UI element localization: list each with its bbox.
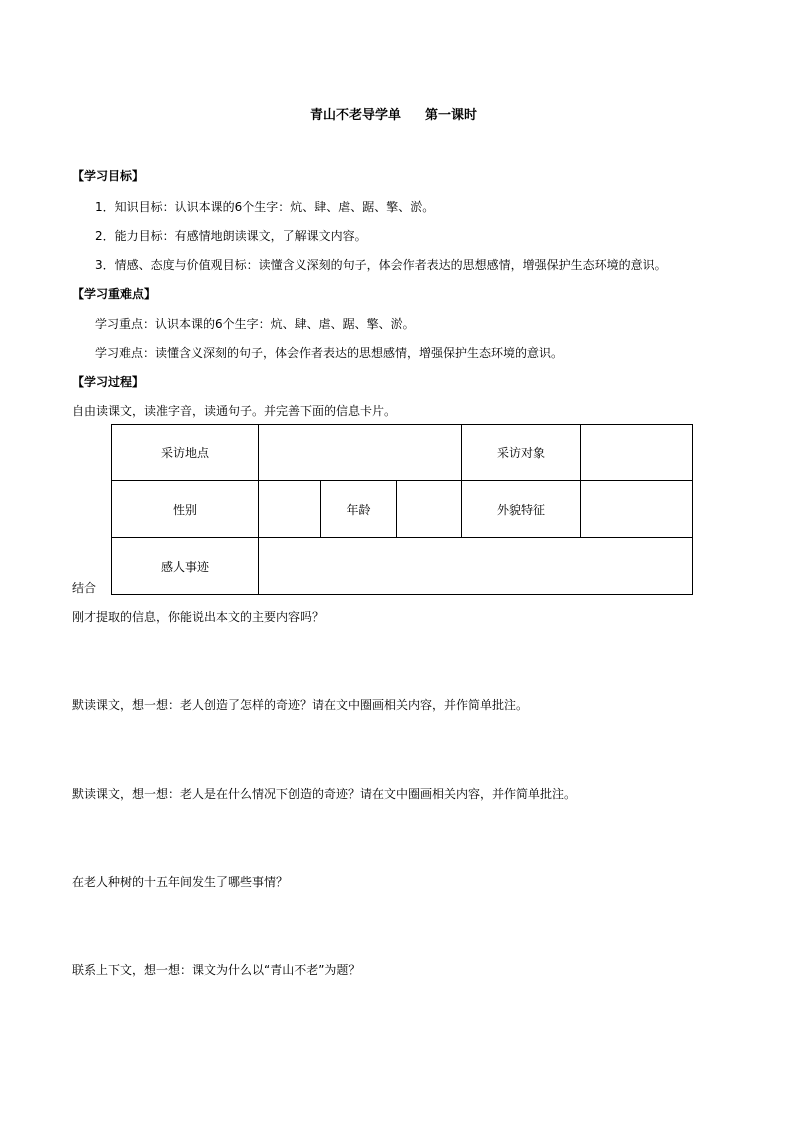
question-5: 联系上下文，想一想：课文为什么以“青山不老”为题？ [72, 963, 361, 977]
age-label: 年龄 [321, 481, 397, 538]
focus-difficult: 学习难点：读懂含义深刻的句子，体会作者表达的思想感情，增强保护生态环境的意识。 [95, 346, 564, 360]
goals-heading: 【学习目标】 [72, 169, 145, 183]
info-card-table [111, 424, 693, 595]
question-4: 在老人种树的十五年间发生了哪些事情？ [72, 875, 289, 889]
focus-key: 学习重点：认识本课的6个生字：炕、肆、虐、踞、擎、淤。 [95, 317, 415, 331]
appearance-label: 外貌特征 [462, 481, 581, 538]
location-label: 采访地点 [112, 425, 259, 481]
gender-field[interactable] [259, 481, 321, 538]
goal-item-3: 3．情感、态度与价值观目标：读懂含义深刻的句子，体会作者表达的思想感情，增强保护生态环境的意识。 [95, 258, 667, 272]
focus-heading: 【学习重难点】 [72, 287, 157, 301]
page-title [310, 108, 477, 124]
goal-item-1: 1．知识目标：认识本课的6个生字：炕、肆、虐、踞、擎、淤。 [95, 200, 435, 214]
gender-label: 性别 [112, 481, 259, 538]
deeds-label: 感人事迹 [112, 538, 259, 595]
appearance-field[interactable] [581, 481, 693, 538]
subject-field[interactable] [581, 425, 693, 481]
deeds-field[interactable] [259, 538, 693, 595]
location-field[interactable] [259, 425, 462, 481]
process-intro: 自由读课文，读准字音，读通句子。并完善下面的信息卡片。 [72, 404, 397, 418]
question-1: 刚才提取的信息，你能说出本文的主要内容吗？ [72, 610, 325, 624]
goal-item-2: 2．能力目标：有感情地朗读课文，了解课文内容。 [95, 229, 367, 243]
age-field[interactable] [397, 481, 462, 538]
question-3: 默读课文，想一想：老人是在什么情况下创造的奇迹？请在文中圈画相关内容，并作简单批注。 [72, 787, 577, 801]
process-heading: 【学习过程】 [72, 375, 145, 389]
question-1-prefix: 结合 [72, 581, 97, 595]
subject-label: 采访对象 [462, 425, 581, 481]
title-sub: 第一课时 [425, 108, 478, 123]
title-main: 青山不老导学单 [310, 108, 402, 123]
question-2: 默读课文，想一想：老人创造了怎样的奇迹？请在文中圈画相关内容，并作简单批注。 [72, 698, 529, 712]
